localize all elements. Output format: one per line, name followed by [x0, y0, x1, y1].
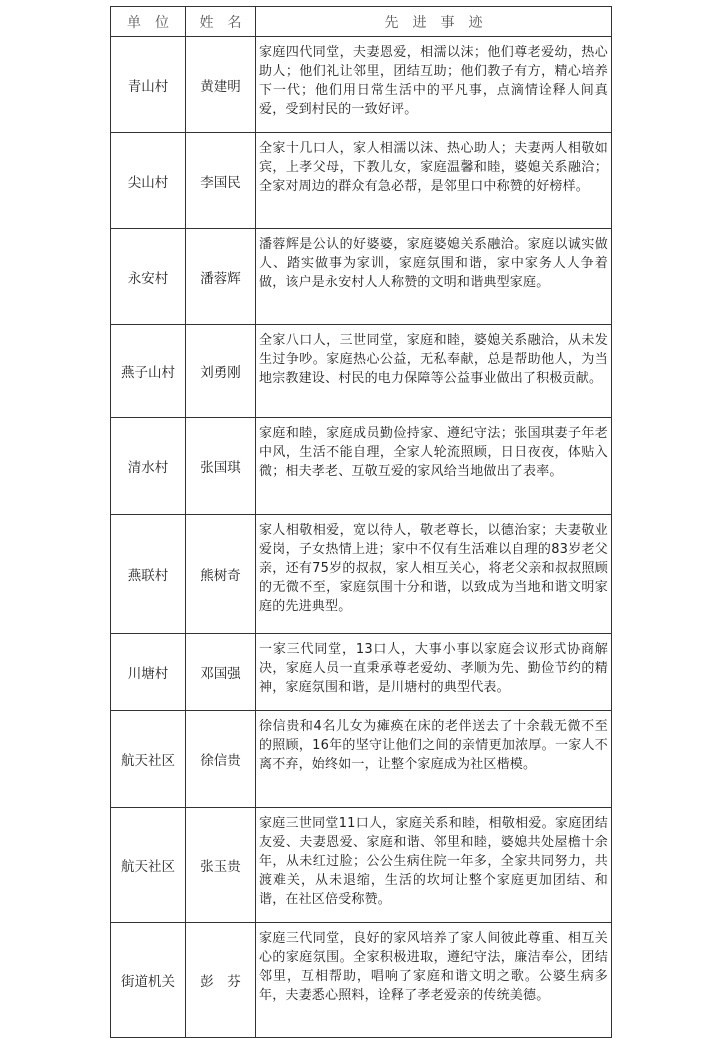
cell-deeds: 家庭三世同堂11口人，家庭关系和睦，相敬相爱。家庭团结友爱、夫妻恩爱、家庭和谐、邻里和睦，婆媳共处屋檐十余年，从未红过脸；公公生病住院一年多，全家共同努力，共渡难关，从未退缩，生活的坎坷让整个家庭更加团结、和谐，在社区倍受称赞。 — [256, 808, 612, 923]
cell-name: 黄建明 — [186, 37, 256, 133]
cell-name: 潘蓉辉 — [186, 229, 256, 325]
header-name: 姓 名 — [186, 7, 256, 37]
table-row — [111, 37, 612, 133]
cell-deeds: 全家十几口人，家人相濡以沫、热心助人；夫妻两人相敬如宾，上孝父母，下教儿女，家庭温馨和睦，婆媳关系融洽；全家对周边的群众有急必帮，是邻里口中称赞的好榜样。 — [256, 133, 612, 229]
table-row — [111, 634, 612, 711]
cell-name: 张国琪 — [186, 418, 256, 515]
header-deeds: 先 进 事 迹 — [256, 7, 612, 37]
table-row — [111, 133, 612, 229]
cell-deeds: 一家三代同堂，13口人，大事小事以家庭会议形式协商解决，家庭人员一直秉承尊老爱幼、孝顺为先、勤俭节约的精神，家庭氛围和谐，是川塘村的典型代表。 — [256, 634, 612, 711]
cell-unit: 街道机关 — [111, 923, 186, 1038]
cell-deeds: 家庭四代同堂，夫妻恩爱，相濡以沫；他们尊老爱幼，热心助人；他们礼让邻里，团结互助；他们教子有方，精心培养下一代；他们用日常生活中的平凡事，点滴情诠释人间真爱，受到村民的一致好评。 — [256, 37, 612, 133]
cell-deeds: 家庭和睦，家庭成员勤俭持家、遵纪守法；张国琪妻子年老中风，生活不能自理，全家人轮流照顾，日日夜夜，体贴入微；相夫孝老、互敬互爱的家风给当地做出了表率。 — [256, 418, 612, 515]
cell-unit: 燕子山村 — [111, 325, 186, 418]
table-row — [111, 325, 612, 418]
cell-unit: 尖山村 — [111, 133, 186, 229]
cell-unit: 清水村 — [111, 418, 186, 515]
cell-name: 熊树奇 — [186, 515, 256, 634]
advanced-families-table — [110, 6, 612, 1038]
table-row — [111, 229, 612, 325]
cell-name: 彭 芬 — [186, 923, 256, 1038]
cell-name: 徐信贵 — [186, 711, 256, 808]
cell-deeds: 潘蓉辉是公认的好婆婆，家庭婆媳关系融洽。家庭以诚实做人、踏实做事为家训，家庭氛围和谐，家中家务人人争着做，该户是永安村人人称赞的文明和谐典型家庭。 — [256, 229, 612, 325]
cell-name: 刘勇刚 — [186, 325, 256, 418]
cell-name: 李国民 — [186, 133, 256, 229]
table-row — [111, 515, 612, 634]
cell-unit: 燕联村 — [111, 515, 186, 634]
cell-name: 邓国强 — [186, 634, 256, 711]
cell-unit: 川塘村 — [111, 634, 186, 711]
table-header-row — [111, 7, 612, 37]
cell-deeds: 家庭三代同堂，良好的家风培养了家人间彼此尊重、相互关心的家庭氛围。全家积极进取，遵纪守法，廉洁奉公，团结邻里，互相帮助，唱响了家庭和谐文明之歌。公婆生病多年，夫妻悉心照料，诠释了孝老爱亲的传统美德。 — [256, 923, 612, 1038]
table-row — [111, 808, 612, 923]
header-unit: 单 位 — [111, 7, 186, 37]
cell-deeds: 家人相敬相爱，宽以待人，敬老尊长，以德治家；夫妻敬业爱岗，子女热情上进；家中不仅有生活难以自理的83岁老父亲，还有75岁的叔叔，家人相互关心，将老父亲和叔叔照顾的无微不至，家庭氛围十分和谐，以致成为当地和谐文明家庭的先进典型。 — [256, 515, 612, 634]
cell-name: 张玉贵 — [186, 808, 256, 923]
table-row — [111, 711, 612, 808]
cell-unit: 航天社区 — [111, 711, 186, 808]
cell-deeds: 徐信贵和4名儿女为瘫痪在床的老伴送去了十余载无微不至的照顾，16年的坚守让他们之间的亲情更加浓厚。一家人不离不弃，始终如一，让整个家庭成为社区楷模。 — [256, 711, 612, 808]
table-row — [111, 418, 612, 515]
cell-unit: 青山村 — [111, 37, 186, 133]
cell-unit: 航天社区 — [111, 808, 186, 923]
cell-unit: 永安村 — [111, 229, 186, 325]
cell-deeds: 全家八口人，三世同堂，家庭和睦，婆媳关系融洽，从未发生过争吵。家庭热心公益，无私奉献，总是帮助他人，为当地宗教建设、村民的电力保障等公益事业做出了积极贡献。 — [256, 325, 612, 418]
table-row — [111, 923, 612, 1038]
